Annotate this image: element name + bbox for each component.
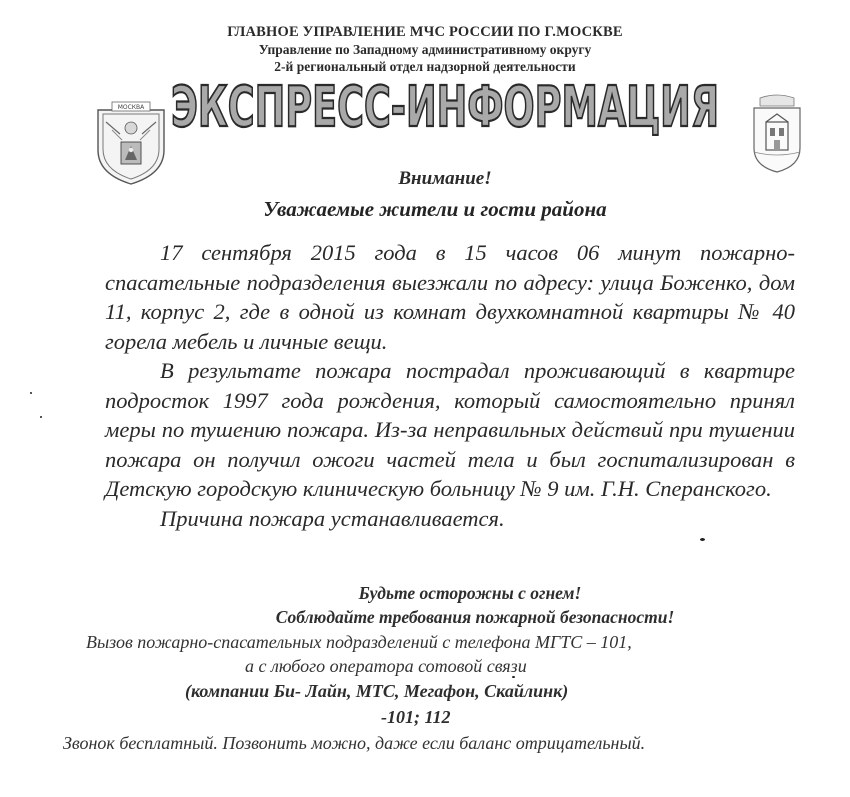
emergency-numbers: -101; 112 (381, 707, 451, 727)
emergency-call-mobile: а с любого оператора сотовой связи (245, 656, 527, 676)
paragraph-cause: Причина пожара устанавливается. (160, 505, 505, 531)
incident-report (105, 238, 795, 533)
fire-caution-heading: Будьте осторожны с огнем! (358, 583, 582, 603)
scan-speck (700, 538, 705, 541)
express-info-banner (165, 72, 725, 136)
emergency-call-landline: Вызов пожарно-спасательных подразделений с телефона МГТС – 101, (86, 632, 632, 652)
scan-speck (30, 392, 32, 394)
paragraph-victim: В результате пожара пострадал проживающий в квартире подросток 1997 года рождения, который самостоятельно принял меры по тушению пожара. Из-за неправильных действий при тушении пожара он получил ожоги частей тела и был госпитализирован в Детскую городскую клиническую больницу № 9 им. Г.Н. Сперанского. (105, 358, 795, 501)
header-agency: ГЛАВНОЕ УПРАВЛЕНИЕ МЧС РОССИИ ПО Г.МОСКВЕ (227, 24, 623, 40)
fire-safety-heading: Соблюдайте требования пожарной безопасности! (275, 607, 675, 627)
free-call-note: Звонок бесплатный. Позвонить можно, даже если баланс отрицательный. (63, 733, 646, 753)
header-unit: 2-й региональный отдел надзорной деятельности (274, 59, 576, 74)
header-department: Управление по Западному административному округу (258, 42, 592, 57)
banner-text: ЭКСПРЕСС-ИНФОРМАЦИЯ (171, 75, 719, 136)
scan-speck (512, 676, 515, 678)
emblem-caption: МОСКВА (117, 104, 145, 111)
paragraph-incident: 17 сентября 2015 года в 15 часов 06 минут пожарно-спасательные подразделения выезжали по адресу: улица Боженко, дом 11, корпус 2, где в одной из комнат двухкомнатной квартиры № 40 горела мебель и личные вещи. (105, 240, 795, 354)
address-title: Уважаемые жители и гости района (263, 197, 607, 221)
scan-speck (40, 416, 42, 418)
mobile-operators: (компании Би- Лайн, МТС, Мегафон, Скайлинк) (185, 681, 569, 701)
attention-title: Внимание! (398, 168, 492, 189)
district-coat-of-arms-icon (746, 92, 808, 174)
